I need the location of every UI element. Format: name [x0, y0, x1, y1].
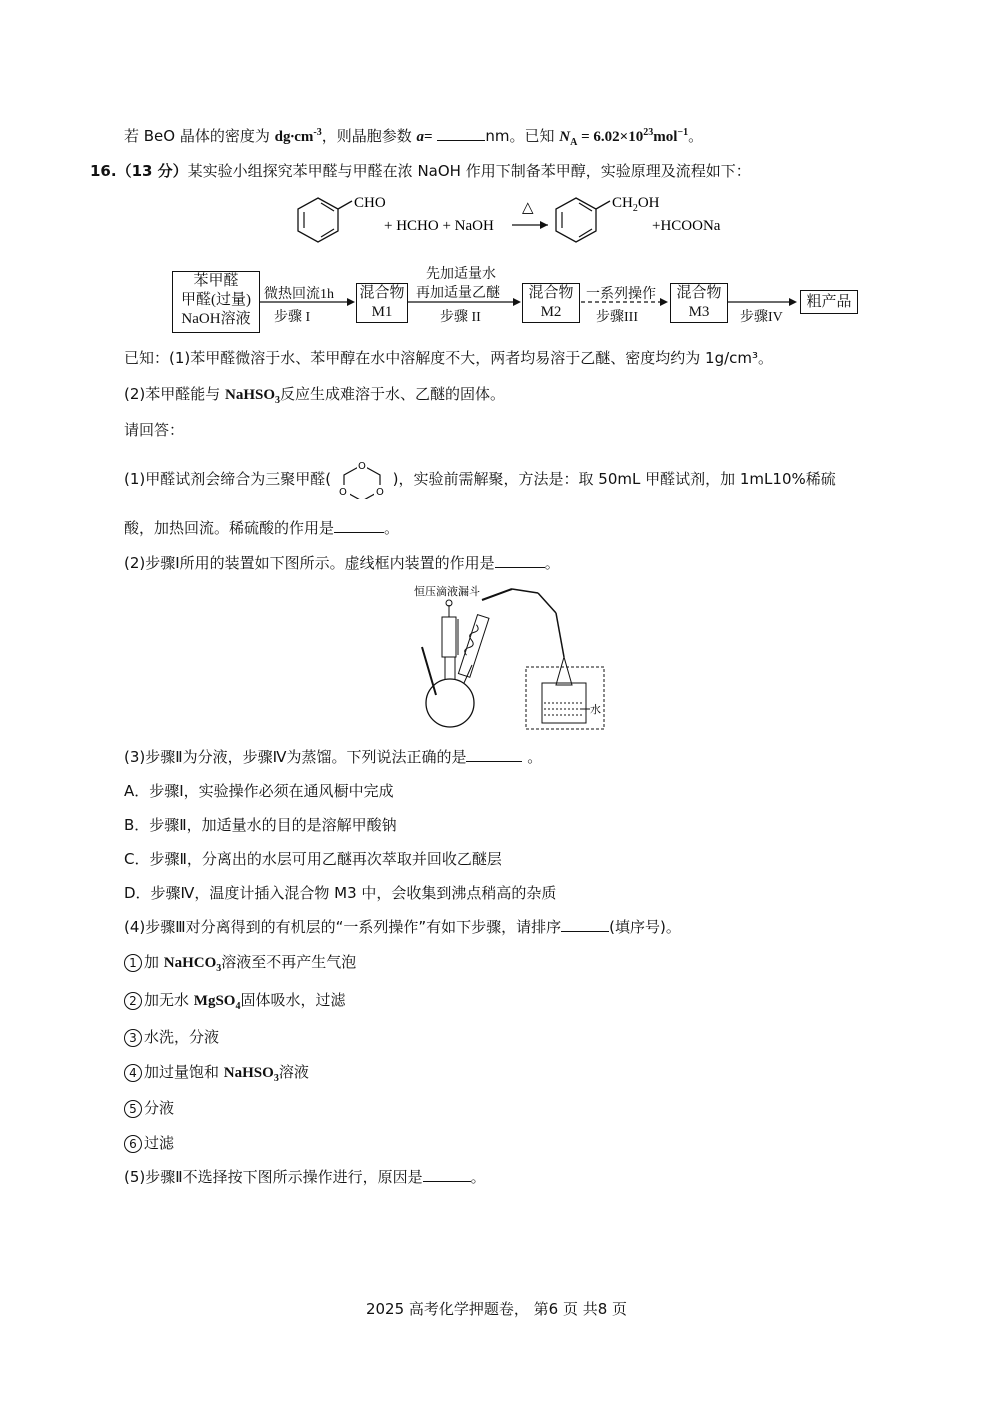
flow-chart: [168, 268, 868, 338]
dashed-box: [526, 667, 604, 729]
part-2-question: [124, 553, 560, 573]
text: (5)步骤Ⅱ不选择按下图所示操作进行，原因是: [124, 1168, 423, 1186]
text: nm。已知: [485, 127, 555, 145]
text: 溶液: [278, 1063, 309, 1081]
text: M3: [688, 304, 710, 320]
chem-sub: 3: [216, 963, 222, 974]
mol-exp: −1: [677, 127, 689, 138]
circled-number: 4: [124, 1064, 142, 1082]
text: 。: [688, 127, 704, 145]
benzaldehyde-ring: [298, 198, 352, 242]
part-4-question: [124, 917, 681, 937]
step4-label: 步骤IV: [740, 310, 783, 325]
answer-blank[interactable]: [423, 1167, 471, 1182]
chem-sub: 3: [275, 395, 281, 406]
question-number: 16.（13 分）: [90, 162, 188, 180]
text: 溶液至不再产生气泡: [221, 953, 357, 971]
chem-formula: MgSO: [193, 993, 236, 1009]
svg-text:O: O: [357, 460, 366, 472]
step-4: [124, 1062, 309, 1089]
step-6: [124, 1133, 174, 1153]
dropping-funnel: [442, 617, 456, 657]
text: )，实验前需解聚，方法是：取 50mL 甲醛试剂，加 1mL10%稀硫: [392, 470, 836, 488]
product-group: $CH_2OH$: [612, 195, 660, 214]
equals: =: [424, 129, 433, 145]
byproduct: +HCOONa: [652, 218, 721, 234]
known-1: 已知：(1)苯甲醛微溶于水、苯甲醇在水中溶解度不大，两者均易溶于乙醚、密度均约为 1g/cm³。: [124, 349, 774, 367]
step2-operation-1: 先加适量水: [426, 267, 496, 282]
question-intro: 某实验小组探究苯甲醛与甲醛在浓 NaOH 作用下制备苯甲醇，实验原理及流程如下：: [187, 162, 751, 180]
text: 混合物: [528, 285, 574, 301]
answer-blank[interactable]: [561, 917, 609, 932]
reactants: + HCHO + NaOH: [384, 218, 494, 234]
chem-sub: 3: [273, 1073, 279, 1084]
chem-sub: 4: [235, 1001, 241, 1012]
circled-number: 2: [124, 992, 142, 1010]
text: 混合物: [359, 285, 405, 301]
part-1-line-2: [124, 518, 399, 538]
step3-operation: 一系列操作: [586, 287, 656, 302]
text: 加: [144, 953, 160, 971]
text: 。: [384, 519, 400, 537]
mixture-m2-box: [522, 283, 580, 323]
text: (2)步骤Ⅰ所用的装置如下图所示。虚线框内装置的作用是: [124, 554, 495, 572]
option-b[interactable]: B．步骤Ⅱ，加适量水的目的是溶解甲酸钠: [124, 816, 397, 834]
heat-condition: △: [522, 198, 534, 216]
density-unit: dg∙cm: [274, 129, 314, 145]
circled-number: 6: [124, 1135, 142, 1153]
option-c[interactable]: C．步骤Ⅱ，分离出的水层可用乙醚再次萃取并回收乙醚层: [124, 850, 502, 868]
crude-product-box: 粗产品: [800, 290, 858, 314]
text: 加过量饱和: [144, 1063, 220, 1081]
gas-tube: [556, 613, 564, 657]
question-16-header: [90, 161, 751, 181]
reaction-equation-diagram: [290, 190, 750, 252]
avogadro-symbol: N: [559, 129, 571, 145]
part-5-question: [124, 1167, 486, 1187]
step2-label: 步骤 II: [440, 310, 481, 325]
thermometer: [422, 647, 436, 695]
step-5: [124, 1098, 174, 1118]
chem-formula: NaHCO: [163, 955, 217, 971]
text: 若 BeO 晶体的密度为: [124, 127, 270, 145]
text: (4)步骤Ⅲ对分离得到的有机层的“一系列操作”有如下步骤，请排序: [124, 918, 562, 936]
text: 分液: [144, 1099, 175, 1117]
text: (3)步骤Ⅱ为分液，步骤Ⅳ为蒸馏。下列说法正确的是: [124, 748, 467, 766]
text: 苯甲醛: [193, 273, 239, 289]
text: (填序号)。: [609, 918, 681, 936]
reflux-apparatus-diagram: [412, 585, 612, 735]
benzyl-alcohol-ring: [556, 198, 610, 242]
water-label: 水: [590, 703, 601, 716]
avogadro-value: = 6.02×10: [577, 129, 644, 145]
mixture-m1-box: [356, 283, 408, 323]
text: (2)苯甲醛能与: [124, 385, 221, 403]
step-1: [124, 952, 356, 979]
funnel-label: 恒压滴液漏斗: [414, 586, 480, 598]
step-2: [124, 990, 345, 1017]
reactant-group: CHO: [354, 195, 386, 211]
step-3: [124, 1027, 219, 1047]
circled-number: 5: [124, 1100, 142, 1118]
text: 。: [522, 748, 543, 766]
please-answer: 请回答：: [124, 421, 185, 439]
option-d[interactable]: D．步骤Ⅳ，温度计插入混合物 M3 中，会收集到沸点稍高的杂质: [124, 884, 557, 902]
inverted-funnel: [556, 657, 572, 685]
answer-blank[interactable]: [334, 518, 384, 533]
density-exp: -3: [313, 127, 322, 138]
mol-unit: mol: [653, 129, 678, 145]
text: (1)甲醛试剂会缔合为三聚甲醛(: [124, 470, 332, 488]
avogadro-sub: A: [570, 137, 578, 148]
text: 。: [470, 1168, 486, 1186]
mixture-m3-box: [670, 283, 728, 323]
option-a[interactable]: A．步骤Ⅰ，实验操作必须在通风橱中完成: [124, 782, 394, 800]
text: M2: [540, 304, 562, 320]
text: 固体吸水，过滤: [240, 991, 346, 1009]
avogadro-exp: 23: [643, 127, 654, 138]
step2-operation-2: 再加适量乙醚: [416, 286, 500, 301]
a-variable: a: [416, 129, 425, 145]
text: ，则晶胞参数: [321, 127, 412, 145]
page-footer: 2025 高考化学押题卷， 第6 页 共8 页: [365, 1300, 628, 1318]
text: 过滤: [144, 1134, 175, 1152]
reaction-arrowhead: [540, 221, 548, 229]
text: 反应生成难溶于水、乙醚的固体。: [280, 385, 506, 403]
answer-blank[interactable]: [495, 553, 545, 568]
text: 加无水: [144, 991, 190, 1009]
circled-number: 3: [124, 1029, 142, 1047]
known-2: [124, 384, 505, 411]
chem-formula: NaHSO: [225, 387, 276, 403]
crystal-density-line: [124, 123, 703, 153]
circled-number: 1: [124, 954, 142, 972]
part-1-line-1: [124, 460, 836, 498]
answer-blank[interactable]: [466, 747, 522, 762]
svg-text:O: O: [375, 486, 384, 498]
text: 甲醛(过量): [181, 292, 251, 308]
part-3-question: [124, 747, 542, 767]
text: M1: [371, 304, 393, 320]
chem-formula: NaHSO: [223, 1065, 274, 1081]
flow-arrows: [168, 268, 868, 338]
reflux-condenser: [458, 615, 489, 678]
step3-label: 步骤III: [596, 310, 638, 325]
text: 混合物: [676, 285, 722, 301]
text: 酸，加热回流。稀硫酸的作用是: [124, 519, 335, 537]
text: NaOH溶液: [181, 311, 251, 327]
step1-label: 步骤 I: [274, 310, 311, 325]
step1-operation: 微热回流1h: [264, 287, 334, 302]
svg-text:O: O: [338, 486, 347, 498]
text: 水洗，分液: [144, 1028, 220, 1046]
answer-blank[interactable]: [437, 126, 485, 141]
text: 。: [544, 554, 560, 572]
trioxane-structure: [336, 459, 388, 499]
